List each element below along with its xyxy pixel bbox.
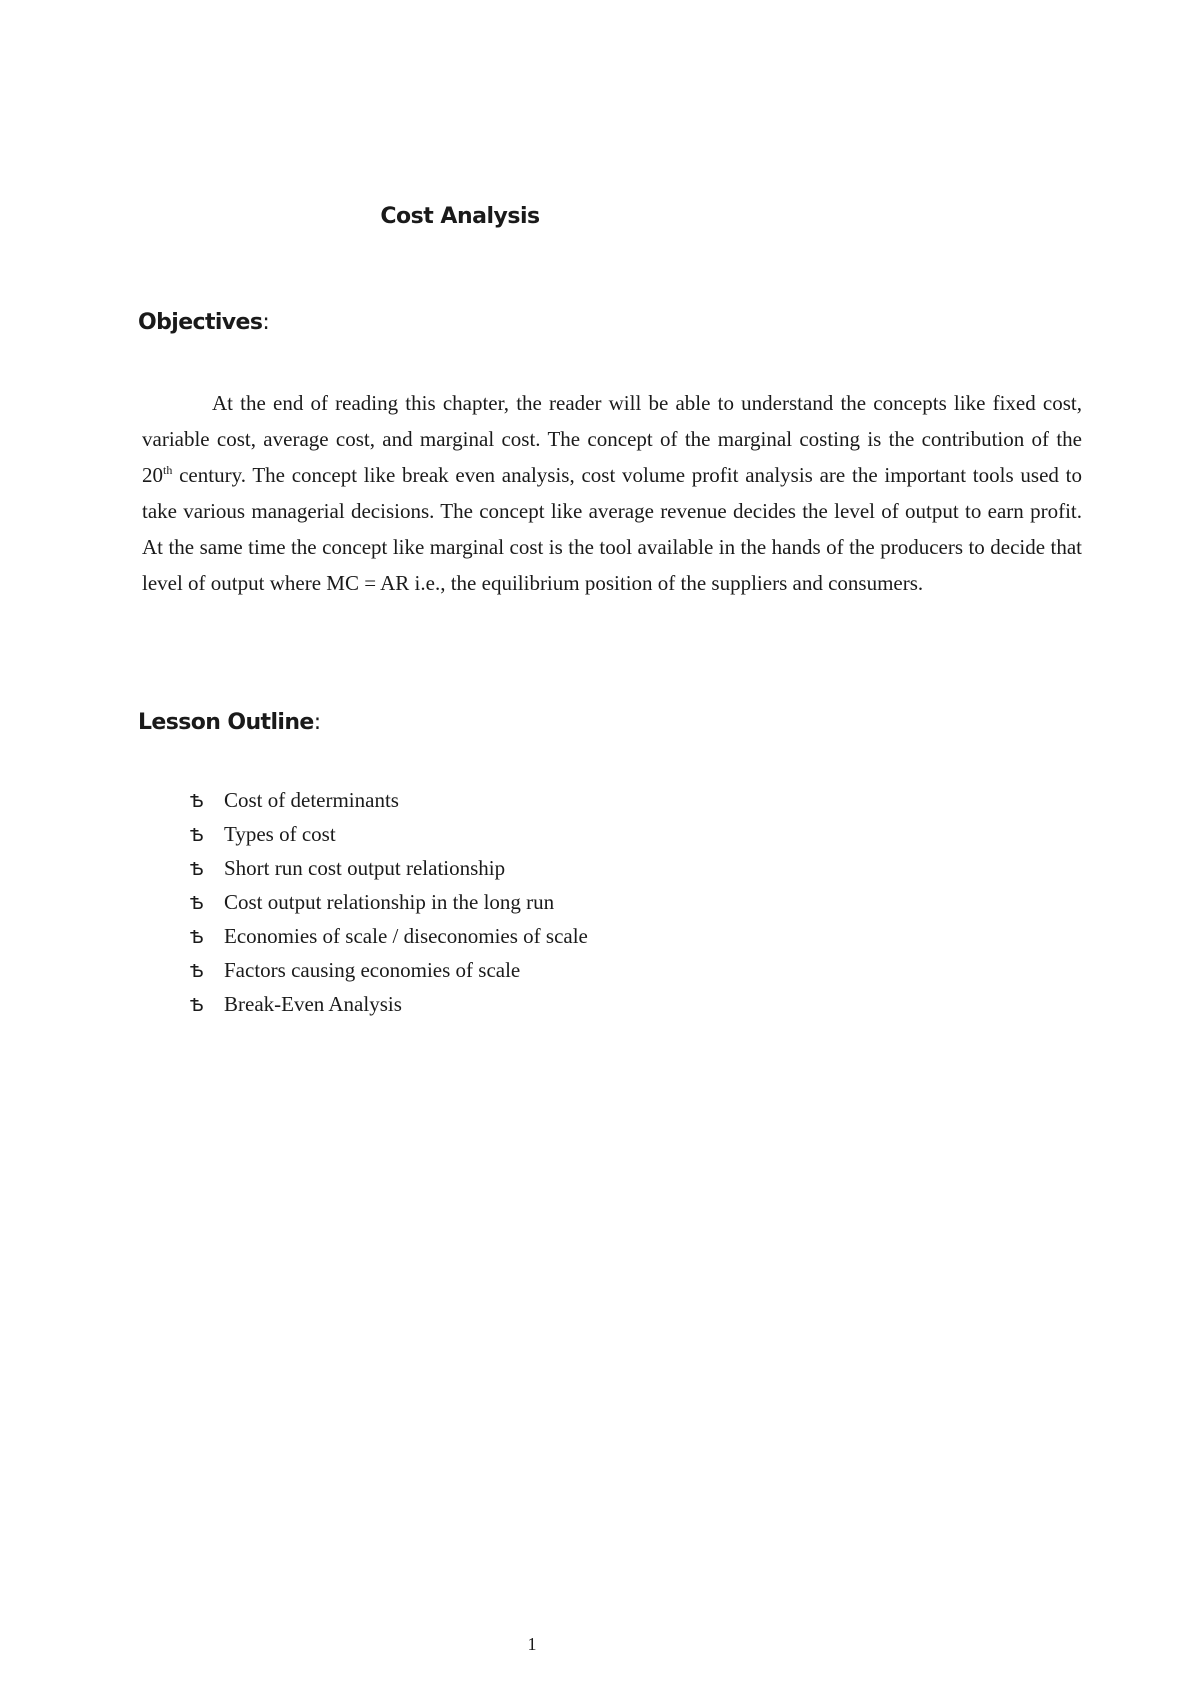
objectives-paragraph	[142, 385, 1082, 601]
list-item	[190, 953, 588, 987]
objectives-heading	[138, 310, 269, 335]
bullet-icon: Ѣ	[190, 825, 204, 846]
bullet-icon: Ѣ	[190, 859, 204, 880]
bullet-icon: Ѣ	[190, 995, 204, 1016]
page-number: 1	[527, 1634, 537, 1654]
list-item-text: Factors causing economies of scale	[224, 958, 521, 982]
list-item	[190, 987, 588, 1021]
list-item-text: Cost output relationship in the long run	[224, 890, 555, 914]
list-item	[190, 885, 588, 919]
bullet-icon: Ѣ	[190, 927, 204, 948]
lesson-outline-list	[190, 783, 588, 1021]
bullet-icon: Ѣ	[190, 961, 204, 982]
objectives-heading-colon: :	[262, 310, 270, 335]
list-item	[190, 817, 588, 851]
bullet-icon: Ѣ	[190, 791, 204, 812]
objectives-superscript: th	[163, 463, 173, 477]
objectives-text-part-2: century. The concept like break even analysis, cost volume profit analysis are the important tools used to take various managerial decisions. The concept like average revenue decides the level of output to earn profit. At the same time the concept like marginal cost is the tool available in the hands of the producers to decide that level of output where MC = AR i.e., the equilibrium position of the suppliers and consumers.	[142, 463, 1082, 595]
bullet-icon: Ѣ	[190, 893, 204, 914]
lesson-outline-heading-colon: :	[313, 710, 321, 735]
objectives-heading-text: Objectives	[138, 310, 263, 335]
page-title: Cost Analysis	[380, 204, 540, 229]
objectives-text-part-1: At the end of reading this chapter, the reader will be able to understand the concepts like fixed cost, variable cost, average cost, and marginal cost. The concept of the marginal costing is the contribution of the 20	[142, 391, 1082, 487]
list-item	[190, 783, 588, 817]
list-item-text: Types of cost	[224, 822, 336, 846]
list-item-text: Break-Even Analysis	[224, 992, 402, 1016]
lesson-outline-heading	[138, 710, 321, 735]
list-item-text: Economies of scale / diseconomies of scale	[224, 924, 588, 948]
list-item-text: Short run cost output relationship	[224, 856, 506, 880]
list-item-text: Cost of determinants	[224, 788, 399, 812]
lesson-outline-heading-text: Lesson Outline	[138, 710, 314, 735]
list-item	[190, 919, 588, 953]
list-item	[190, 851, 588, 885]
